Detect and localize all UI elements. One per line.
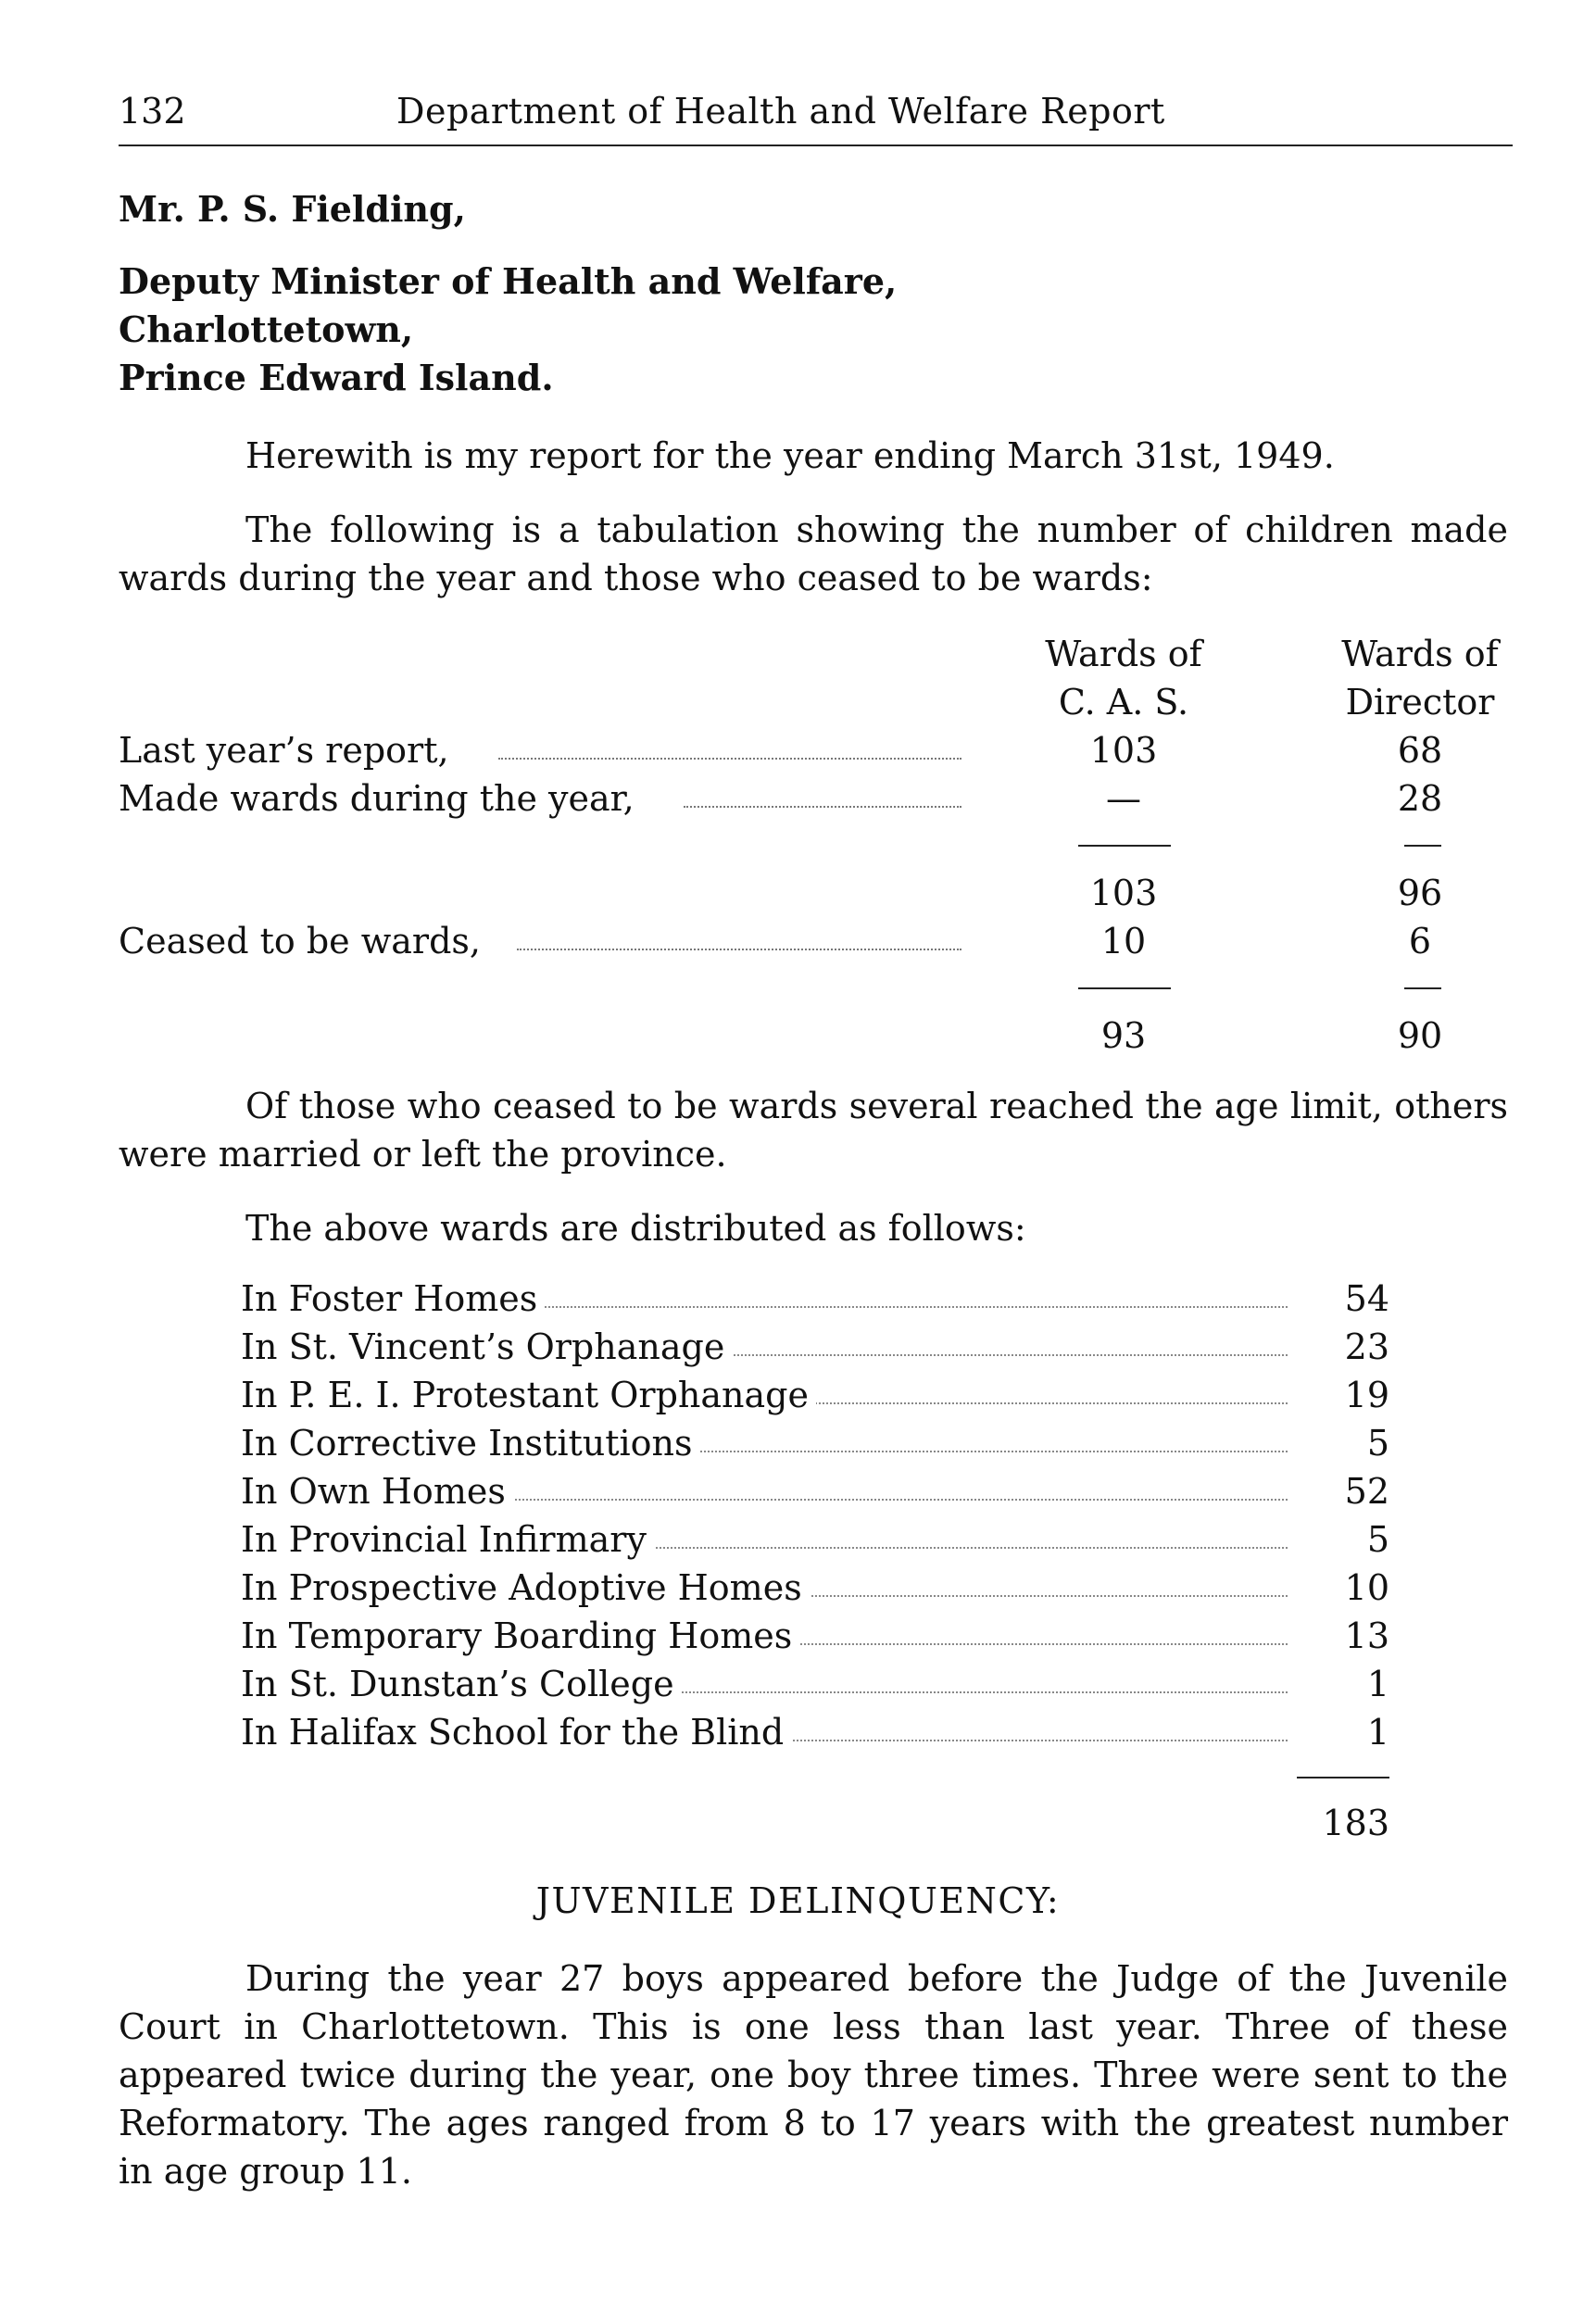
list-item — [241, 1275, 1389, 1323]
item-value: 10 — [1344, 1567, 1389, 1608]
section-heading: JUVENILE DELINQUENCY: — [535, 1880, 1061, 1921]
item-label: In P. E. I. Protestant Orphanage — [241, 1371, 816, 1419]
col-cas-header: Wards of C. A. S. — [1045, 634, 1202, 723]
sum-rule — [1404, 987, 1441, 989]
item-label: In St. Dunstan’s College — [241, 1660, 682, 1708]
table-row — [119, 869, 1508, 917]
item-value: 5 — [1366, 1423, 1389, 1464]
item-value: 1 — [1366, 1712, 1389, 1753]
director-value: 96 — [1397, 873, 1443, 913]
item-value: 13 — [1344, 1615, 1389, 1656]
running-title: Department of Health and Welfare Report — [396, 91, 1165, 132]
col-director-header: Wards of Director — [1341, 634, 1499, 723]
cas-value: 10 — [1100, 921, 1147, 961]
distribution-intro: The above wards are distributed as follows: — [245, 1208, 1026, 1249]
list-item — [241, 1371, 1389, 1419]
sum-rule — [1078, 987, 1171, 989]
header-rule — [119, 145, 1513, 146]
page-number: 132 — [119, 91, 186, 132]
item-label: In Temporary Boarding Homes — [241, 1612, 799, 1660]
cas-value: 103 — [1089, 730, 1158, 771]
table-row — [119, 774, 1508, 823]
total-rule — [1297, 1777, 1389, 1778]
director-value: 90 — [1397, 1015, 1443, 1056]
cas-value: — — [1106, 778, 1141, 819]
distribution-total: 183 — [1322, 1803, 1389, 1843]
item-label: In St. Vincent’s Orphanage — [241, 1323, 732, 1371]
row-label: Last year’s report, — [119, 730, 449, 771]
leader-dots — [684, 806, 961, 808]
cas-value: 103 — [1089, 873, 1158, 913]
leader-dots — [498, 758, 961, 760]
ceased-note: Of those who ceased to be wards several reached the age limit, others were married or left the province. — [119, 1086, 1508, 1175]
sum-rule — [1404, 845, 1441, 847]
list-item — [241, 1419, 1389, 1467]
leader-dots — [517, 949, 961, 950]
intro-section — [119, 432, 1508, 602]
director-value: 68 — [1397, 730, 1443, 771]
table-row — [119, 726, 1508, 774]
table-row — [119, 1012, 1508, 1060]
list-item — [241, 1515, 1389, 1564]
salutation: Mr. P. S. Fielding, — [119, 188, 466, 230]
list-item — [241, 1660, 1389, 1708]
address-line-1: Deputy Minister of Health and Welfare, — [119, 260, 898, 302]
intro-paragraph-2: The following is a tabulation showing the number of children made wards during the year and those who ceased to be wards: — [119, 509, 1508, 598]
item-label: In Corrective Institutions — [241, 1419, 700, 1467]
director-value: 6 — [1408, 921, 1432, 961]
list-item — [241, 1708, 1389, 1756]
item-value: 52 — [1344, 1471, 1389, 1512]
list-item — [241, 1467, 1389, 1515]
wards-table — [119, 630, 1508, 1065]
item-label: In Halifax School for the Blind — [241, 1708, 791, 1756]
item-label: In Provincial Infirmary — [241, 1515, 654, 1564]
list-item — [241, 1564, 1389, 1612]
row-label: Ceased to be wards, — [119, 921, 481, 961]
item-label: In Prospective Adoptive Homes — [241, 1564, 810, 1612]
page-header — [119, 91, 1513, 150]
address-block — [119, 185, 897, 402]
row-label: Made wards during the year, — [119, 778, 635, 819]
address-line-2: Charlottetown, — [119, 308, 414, 350]
sum-rule — [1078, 845, 1171, 847]
item-label: In Foster Homes — [241, 1275, 545, 1323]
cas-value: 93 — [1100, 1015, 1147, 1056]
item-value: 19 — [1344, 1375, 1389, 1415]
director-value: 28 — [1397, 778, 1443, 819]
list-item — [241, 1323, 1389, 1371]
list-item — [241, 1612, 1389, 1660]
juvenile-paragraph: During the year 27 boys appeared before the Judge of the Juvenile Court in Charlottetown. This is one less than last year. Three of these appeared twice during the year, one boy three times. Three were sent to the Reformatory. The ages ranged from 8 to 17 years with the greatest number in age group 11. — [119, 1958, 1508, 2192]
item-value: 5 — [1366, 1519, 1389, 1560]
item-value: 1 — [1366, 1664, 1389, 1704]
distribution-list — [241, 1275, 1389, 1843]
address-line-3: Prince Edward Island. — [119, 357, 554, 398]
table-row — [119, 917, 1508, 965]
item-value: 23 — [1344, 1326, 1389, 1367]
item-label: In Own Homes — [241, 1467, 513, 1515]
intro-paragraph-1: Herewith is my report for the year ending March 31st, 1949. — [245, 435, 1335, 476]
item-value: 54 — [1344, 1278, 1389, 1319]
